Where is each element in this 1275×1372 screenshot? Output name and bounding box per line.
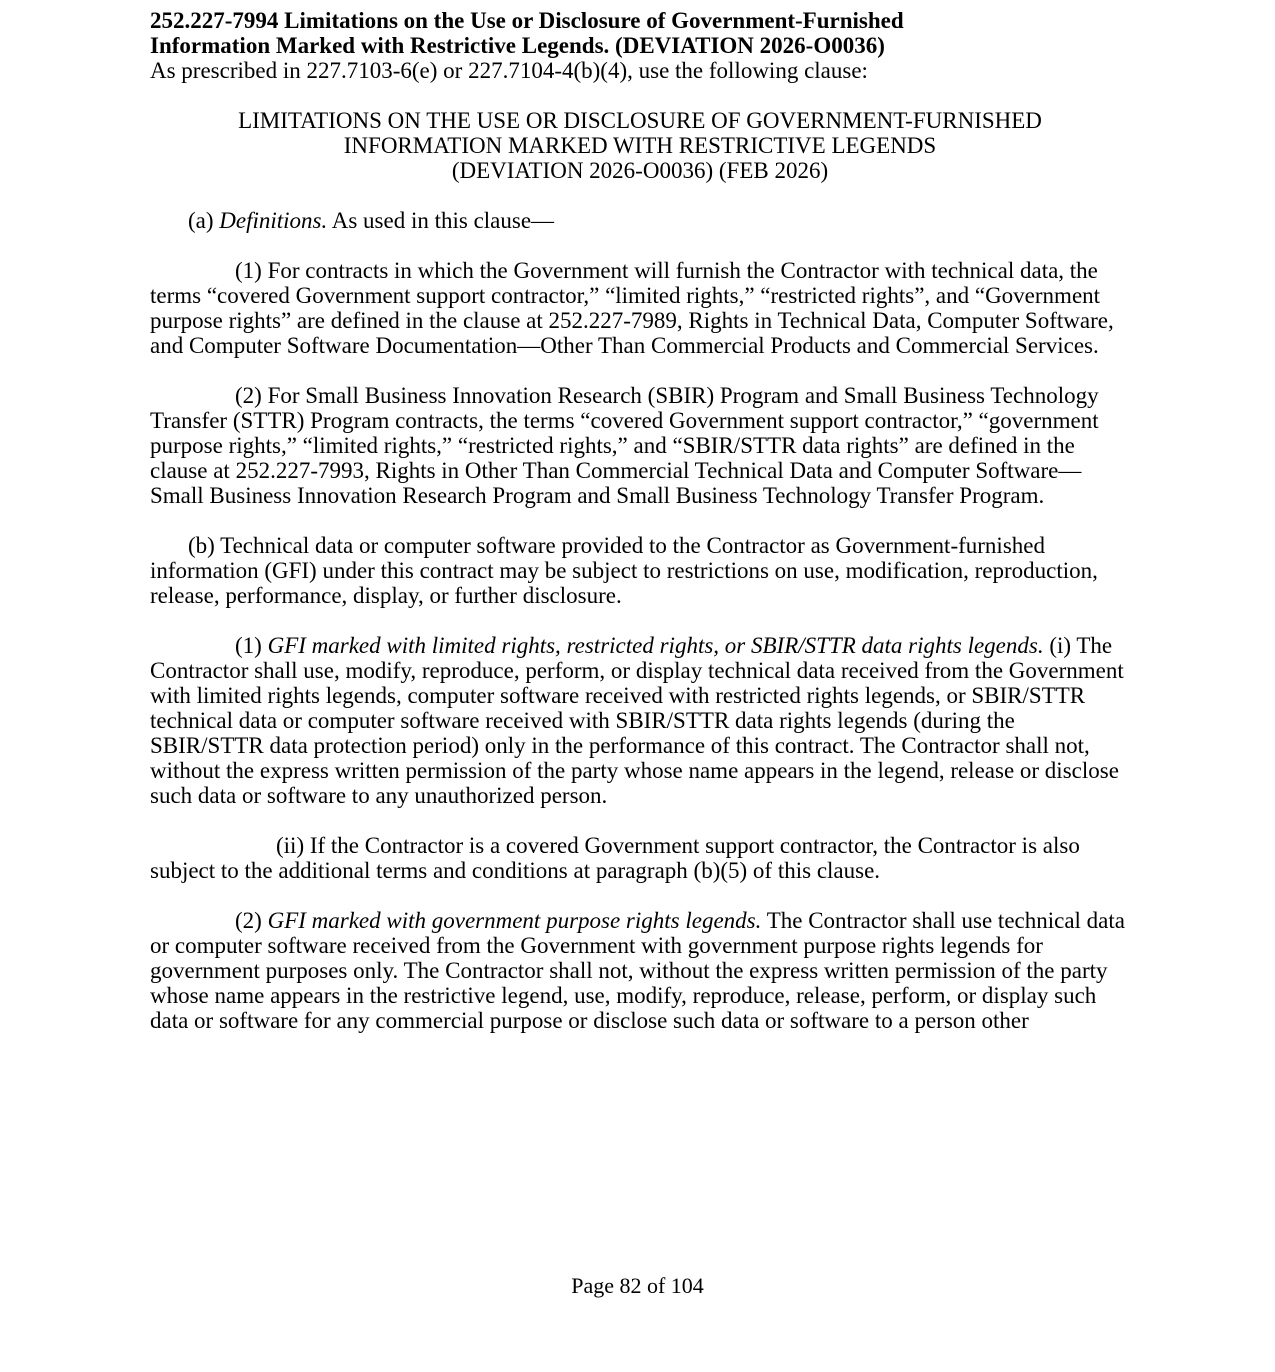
prescription-text: As prescribed in 227.7103-6(e) or 227.7104-4(b)(4), use the following clause: (150, 58, 868, 83)
document-page (150, 8, 1130, 1058)
paragraph-b-2-title: GFI marked with government purpose rights legends. (267, 908, 762, 933)
clause-heading-line-2: Information Marked with Restrictive Legends. (DEVIATION 2026-O0036) (150, 33, 885, 58)
clause-title-line-2: INFORMATION MARKED WITH RESTRICTIVE LEGENDS (343, 133, 937, 158)
clause-heading-line-1: 252.227-7994 Limitations on the Use or Disclosure of Government-Furnished (150, 8, 904, 33)
paragraph-b: (b) Technical data or computer software provided to the Contractor as Government-furnished information (GFI) under this contract may be subject to restrictions on use, modification, reproduction, release, performance, display, or further disclosure. (150, 533, 1098, 608)
page-number: Page 82 of 104 (571, 1273, 704, 1298)
paragraph-b-1-text: (i) The Contractor shall use, modify, reproduce, perform, or display technical data received from the Government with limited rights legends, computer software received with restricted rights legends, or SBIR/STTR technical data or computer software received with SBIR/STTR data rights legends (during the SBIR/STTR data protection period) only in the performance of this contract. The Contractor shall not, without the express written permission of the party whose name appears in the legend, release or disclose such data or software to any unauthorized person. (150, 633, 1124, 808)
paragraph-b-1-ii: (ii) If the Contractor is a covered Government support contractor, the Contractor is also subject to the additional terms and conditions at paragraph (b)(5) of this clause. (150, 833, 1080, 883)
clause-title-line-3: (DEVIATION 2026-O0036) (FEB 2026) (451, 158, 829, 183)
paragraph-a-title: Definitions. (219, 208, 328, 233)
paragraph-b-2-text: The Contractor shall use technical data or computer software received from the Government with government purpose rights legends for government purposes only. The Contractor shall not, without the express written permission of the party whose name appears in the restrictive legend, use, modify, reproduce, release, perform, or display such data or software for any commercial purpose or disclose such data or software to a person other (150, 908, 1125, 1033)
paragraph-b-1-title: GFI marked with limited rights, restricted rights, or SBIR/STTR data rights legends. (267, 633, 1044, 658)
paragraph-a (150, 208, 1130, 233)
paragraph-b-1 (150, 633, 1130, 808)
paragraph-a-label: (a) (188, 208, 220, 233)
paragraph-a-text: As used in this clause— (327, 208, 555, 233)
paragraph-a-2: (2) For Small Business Innovation Research (SBIR) Program and Small Business Technology Transfer (STTR) Program contracts, the terms “covered Government support contractor,” “government purpose rights,” “limited rights,” “restricted rights,” and “SBIR/STTR data rights” are defined in the clause at 252.227-7993, Rights in Other Than Commercial Technical Data and Computer Software—Small Business Innovation Research Program and Small Business Technology Transfer Program. (150, 383, 1099, 508)
paragraph-b-2-label: (2) (235, 908, 268, 933)
clause-heading (150, 8, 1130, 58)
clause-title (150, 108, 1130, 183)
clause-title-line-1: LIMITATIONS ON THE USE OR DISCLOSURE OF GOVERNMENT-FURNISHED (238, 108, 1042, 133)
paragraph-b-2 (150, 908, 1130, 1033)
paragraph-a-1: (1) For contracts in which the Government will furnish the Contractor with technical data, the terms “covered Government support contractor,” “limited rights,” “restricted rights”, and “Government purpose rights” are defined in the clause at 252.227-7989, Rights in Technical Data, Computer Software, and Computer Software Documentation—Other Than Commercial Products and Commercial Services. (150, 258, 1114, 358)
paragraph-b-1-label: (1) (235, 633, 268, 658)
